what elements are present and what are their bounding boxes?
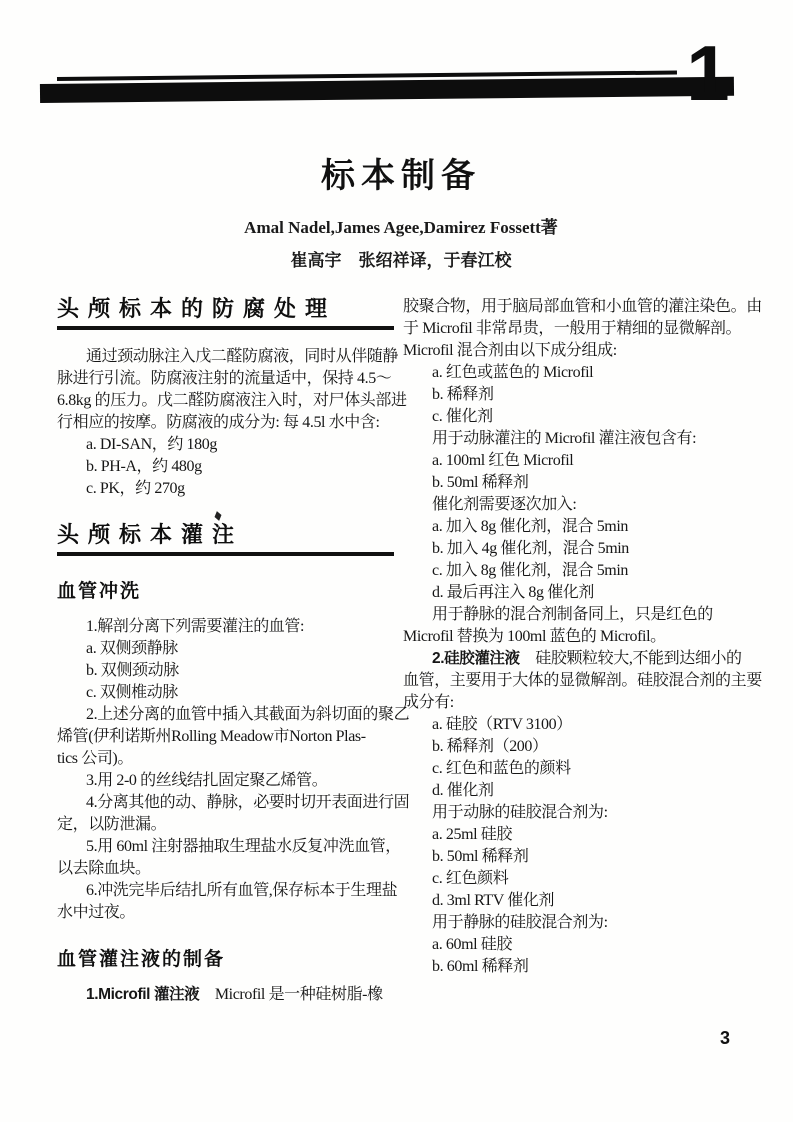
translators-line: 崔高宇 张绍祥译，于春江校 [290, 251, 512, 270]
text-line [403, 626, 745, 648]
text-run: c. PK，约 270g [86, 480, 185, 497]
left-column [57, 296, 410, 1006]
text-run: tics 公司)。 [57, 750, 133, 767]
text-line [57, 434, 394, 456]
text-run: d. 催化剂 [432, 782, 494, 799]
text-line [403, 450, 745, 472]
text-run: 头颅标本灌注 [57, 522, 244, 547]
text-line [403, 648, 745, 670]
text-run: b. 双侧颈动脉 [86, 662, 179, 679]
text-line [403, 802, 745, 824]
text-run: 硅胶颗粒较大,不能到达细小的 [519, 650, 742, 667]
text-line [403, 538, 745, 560]
text-run: Microfil 混合剂由以下成分组成: [403, 342, 617, 359]
text-line [403, 890, 745, 912]
text-run: 行相应的按摩。防腐液的成分为: 每 4.5l 水中含: [57, 414, 380, 431]
section-heading [57, 522, 394, 556]
text-line [403, 736, 745, 758]
header-rule-bars [0, 0, 793, 130]
text-line [403, 604, 745, 626]
text-line [403, 714, 745, 736]
bold-run: 2.硅胶灌注液 [432, 650, 520, 667]
text-line [57, 704, 410, 726]
text-run: d. 3ml RTV 催化剂 [432, 892, 555, 909]
text-line [57, 858, 394, 880]
text-run: a. 双侧颈静脉 [86, 640, 178, 657]
text-line [57, 412, 394, 434]
text-run: b. 50ml 稀释剂 [432, 474, 529, 491]
text-run: 5.用 60ml 注射器抽取生理盐水反复冲洗血管， [86, 838, 401, 855]
text-line [57, 792, 410, 814]
text-run: 脉进行引流。防腐液注射的流量适中，保持 4.5～ [57, 370, 392, 387]
text-run: 于 Microfil 非常昂贵，一般用于精细的显微解剖。 [403, 320, 742, 337]
text-line [403, 428, 745, 450]
bold-run: 1.Microfil 灌注液 [86, 986, 200, 1003]
sub-heading [57, 948, 394, 972]
text-run: 通过颈动脉注入戊二醛防腐液，同时从伴随静 [86, 348, 399, 365]
text-line [57, 682, 394, 704]
text-run: b. 稀释剂（200） [432, 738, 548, 755]
text-run: 4.分离其他的动、静脉，必要时切开表面进行固 [86, 794, 410, 811]
text-run: a. DI-SAN，约 180g [86, 436, 217, 453]
text-line [57, 902, 394, 924]
text-line [403, 758, 745, 780]
text-run: 烯管(伊利诺斯州Rolling Meadow市Norton Plas- [57, 728, 366, 745]
text-line [57, 984, 394, 1006]
section-heading [57, 296, 394, 330]
text-run: b. PH-A，约 480g [86, 458, 202, 475]
text-line [57, 368, 394, 390]
text-line [403, 318, 745, 340]
text-line [403, 670, 762, 692]
text-run: b. 50ml 稀释剂 [432, 848, 529, 865]
text-run: Microfil 替换为 100ml 蓝色的 Microfil。 [403, 628, 666, 645]
text-run: 头颅标本的防腐处理 [57, 296, 337, 321]
text-run: c. 红色和蓝色的颜料 [432, 760, 571, 777]
text-run: 3.用 2-0 的丝线结扎固定聚乙烯管。 [86, 772, 328, 789]
text-run: 胶聚合物，用于脑局部血管和小血管的灌注染色。由 [403, 298, 762, 315]
text-run: a. 25ml 硅胶 [432, 826, 512, 843]
text-line [403, 868, 745, 890]
text-line [57, 836, 401, 858]
text-line [403, 846, 745, 868]
text-line [57, 814, 394, 836]
text-run: d. 最后再注入 8g 催化剂 [432, 584, 595, 601]
right-column [403, 296, 762, 978]
text-line [403, 472, 745, 494]
text-run: Microfil 是一种硅树脂-橡 [199, 986, 383, 1003]
text-line [403, 516, 745, 538]
text-line [57, 638, 394, 660]
text-line [403, 824, 745, 846]
text-line [57, 660, 394, 682]
text-run: 水中过夜。 [57, 904, 136, 921]
page-number: 3 [719, 1028, 730, 1048]
text-run: c. 双侧椎动脉 [86, 684, 178, 701]
text-run: 用于静脉的硅胶混合剂为: [432, 914, 608, 931]
text-run: 血管冲洗 [57, 581, 142, 602]
text-run: a. 60ml 硅胶 [432, 936, 512, 953]
text-run: 6.8kg 的压力。戊二醛防腐液注入时，对尸体头部进 [57, 392, 407, 409]
text-line [403, 912, 745, 934]
text-run: b. 稀释剂 [432, 386, 494, 403]
title-block [57, 148, 745, 271]
text-run: c. 催化剂 [432, 408, 493, 425]
text-line [57, 748, 394, 770]
text-run: b. 加入 4g 催化剂，混合 5min [432, 540, 629, 557]
text-line [57, 726, 394, 748]
text-line [403, 406, 745, 428]
text-run: 血管灌注液的制备 [57, 949, 226, 970]
text-run: 血管，主要用于大体的显微解剖。硅胶混合剂的主要 [403, 672, 762, 689]
text-line [403, 582, 745, 604]
page-title: 标本制备 [321, 157, 481, 195]
text-run: 催化剂需要逐次加入: [432, 496, 577, 513]
text-line [403, 296, 762, 318]
text-line [57, 390, 407, 412]
text-run: a. 100ml 红色 Microfil [432, 452, 574, 469]
text-run: 用于动脉的硅胶混合剂为: [432, 804, 608, 821]
text-line [403, 692, 745, 714]
text-line [57, 346, 399, 368]
text-run: a. 加入 8g 催化剂，混合 5min [432, 518, 628, 535]
text-run: 用于静脉的混合剂制备同上，只是红色的 [432, 606, 713, 623]
text-line [57, 478, 394, 500]
text-run: 定，以防泄漏。 [57, 816, 167, 833]
text-line [57, 616, 394, 638]
text-line [403, 780, 745, 802]
text-line [57, 880, 398, 902]
text-run: 以去除血块。 [57, 860, 151, 877]
text-line [57, 456, 394, 478]
text-run: 6.冲洗完毕后结扎所有血管,保存标本于生理盐 [86, 882, 398, 899]
text-run: b. 60ml 稀释剂 [432, 958, 529, 975]
text-line [403, 384, 745, 406]
chapter-number: 1 [686, 29, 726, 117]
text-line [403, 362, 745, 384]
text-run: a. 硅胶（RTV 3100） [432, 716, 572, 733]
text-run: a. 红色或蓝色的 Microfil [432, 364, 594, 381]
sub-heading [57, 580, 394, 604]
header-thick-rule [40, 77, 734, 103]
text-line [403, 956, 745, 978]
text-line [403, 934, 745, 956]
text-run: 2.上述分离的血管中插入其截面为斜切面的聚乙 [86, 706, 410, 723]
text-line [57, 770, 394, 792]
text-line [403, 340, 745, 362]
authors-line: Amal Nadel,James Agee,Damirez Fossett著 [244, 218, 558, 237]
text-run: 1.解剖分离下列需要灌注的血管: [86, 618, 305, 635]
text-run: 用于动脉灌注的 Microfil 灌注液包含有: [432, 430, 697, 447]
text-line [403, 494, 745, 516]
text-run: c. 红色颜料 [432, 870, 509, 887]
text-run: c. 加入 8g 催化剂，混合 5min [432, 562, 628, 579]
text-run: 成分有: [403, 694, 454, 711]
text-line [403, 560, 745, 582]
